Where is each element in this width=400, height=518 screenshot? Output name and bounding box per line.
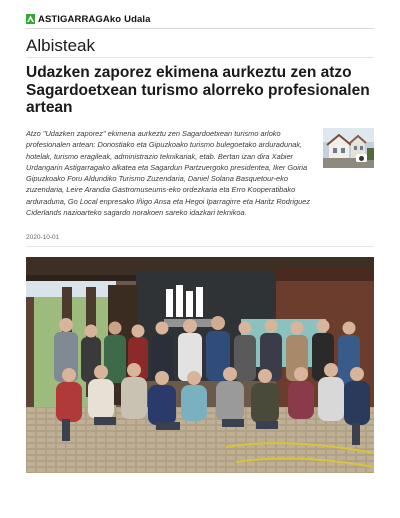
section-divider — [26, 57, 374, 58]
municipality-logo-icon — [26, 14, 35, 24]
site-header[interactable] — [26, 12, 150, 26]
article-lead: Atzo "Udazken zaporez" ekimena aurkeztu zen Sagardoetxean turismo arloko profesionalen artean: Donostiako eta Gipuzkoako turismo bulegoetako arduradunak, hotelak, turismo eragileak, administrazio teknikariak, etab. Bertan izan dira Xabier Urdangarin Astigarragako alkatea eta Sagardun Partzuergoko presidentea, Iker Goiria Gipuzkoako Foru Aldundiko Turismo Zuzendaria, Daniel Solana Basquetour-eko zuzendaria, Leire Arandia Gastromuseums-eko ordezkaria eta Erro Kooperatibako arduraduna, Go Local enpresako Iñigo Ansa eta Hegoi Iparragirre eta Haritz Rodriguez Ciderlands nazioarteko sagardo norakoen sareko idazkari teknikoa. — [26, 129, 311, 218]
article-thumbnail[interactable] — [323, 128, 374, 168]
section-title: Albisteak — [26, 36, 95, 55]
article-title: Udazken zaporez ekimena aurkeztu zen atzo Sagardoetxean turismo alorreko profesionalen artean — [26, 64, 370, 116]
date-divider — [26, 246, 374, 247]
camera-icon — [356, 154, 367, 162]
site-subtitle: Udala — [124, 13, 151, 25]
site-name: ASTIGARRAGAko — [38, 13, 122, 25]
article-date: 2020-10-01 — [26, 234, 60, 241]
group-photo-image — [26, 257, 374, 473]
thumbnail-image — [323, 128, 374, 168]
header-divider — [26, 28, 374, 29]
article-main-photo[interactable] — [26, 257, 374, 473]
